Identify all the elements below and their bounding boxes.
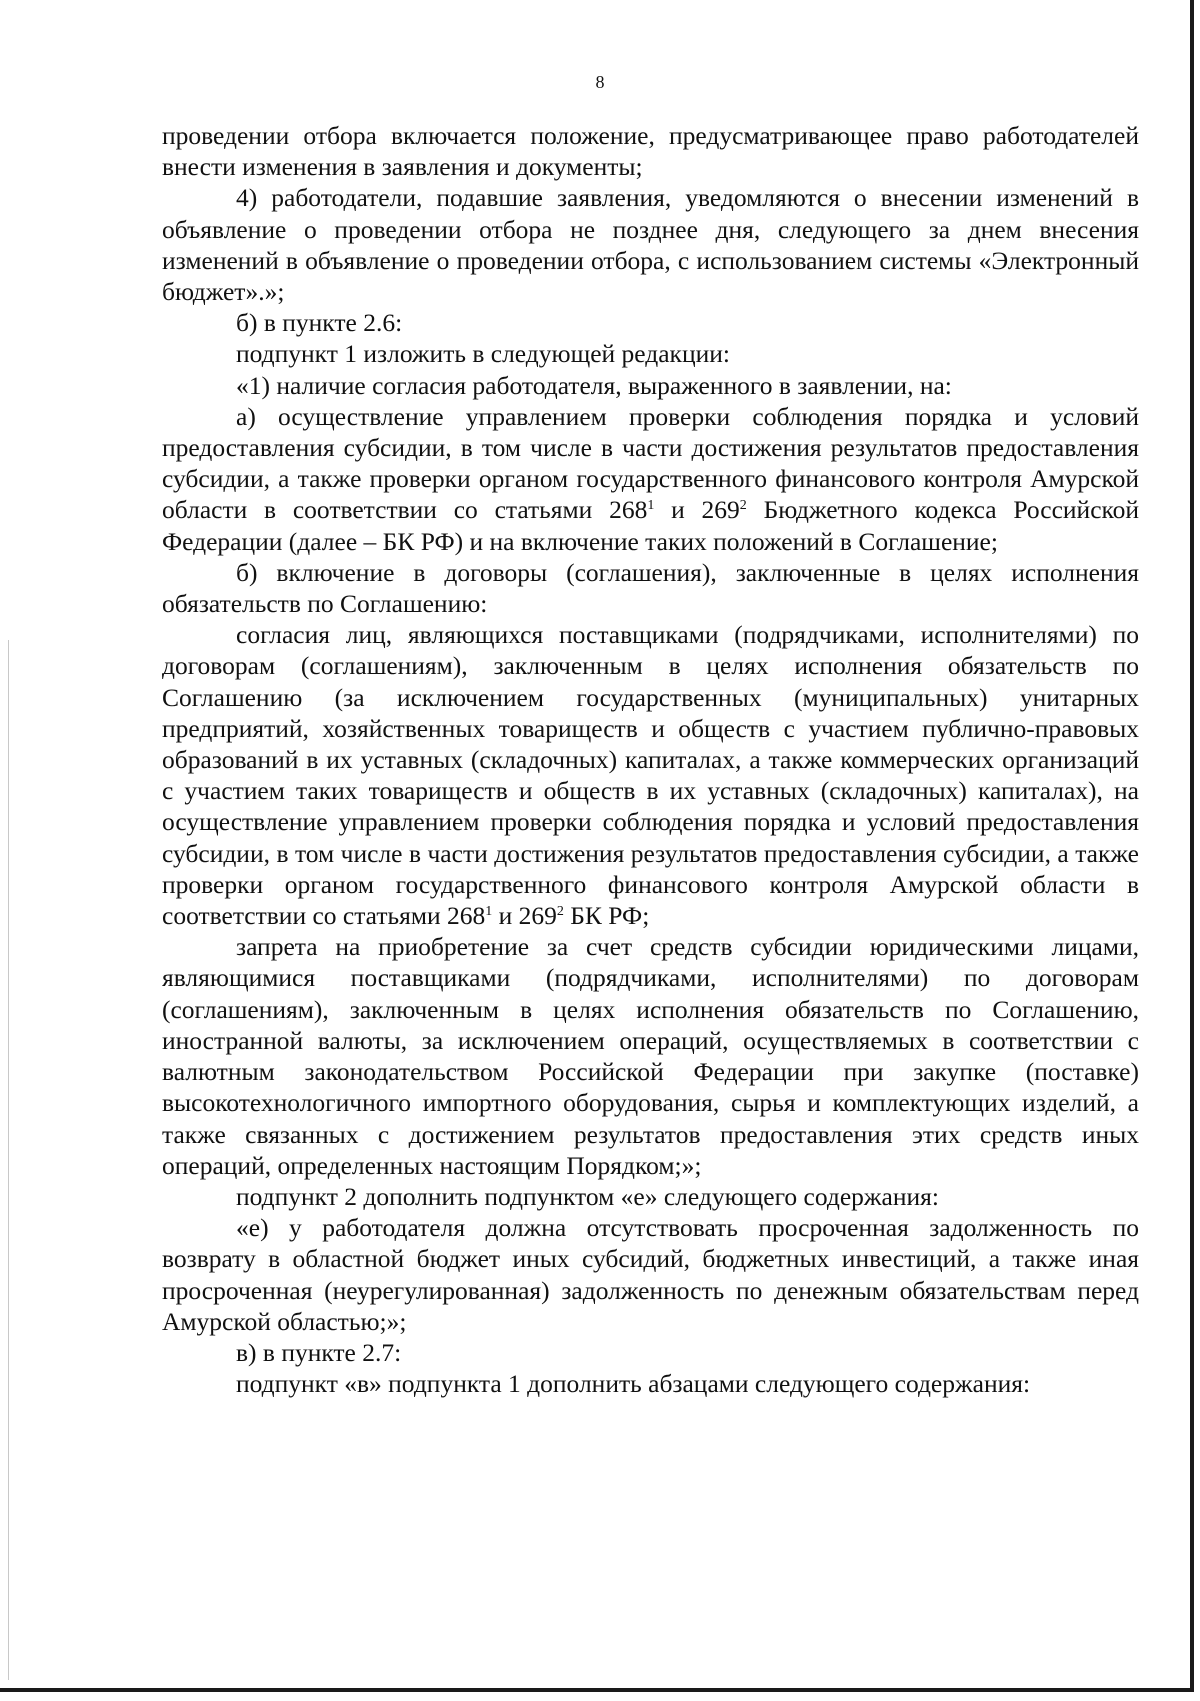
superscript: 1 [647,498,655,514]
text-segment: БК РФ; [563,901,650,931]
document-body [162,120,1139,1399]
scan-margin-left [8,640,9,1680]
paragraph-consent-intro: «1) наличие согласия работодателя, выраженного в заявлении, на: [236,370,952,400]
paragraph-consent-a [162,401,1139,557]
superscript: 1 [485,904,493,920]
scan-border-right [1190,0,1194,1690]
paragraph-subitem-e: «е) у работодателя должна отсутствовать просроченная задолженность по возврату в областной бюджет иных субсидий, бюджетных инвестиций, а также иная просроченная (неурегулированная) задолженность по денежным обязательствам перед Амурской областью;»; [162,1213,1139,1336]
paragraph-subitem-2: подпункт 2 дополнить подпунктом «е» следующего содержания: [236,1181,939,1211]
paragraph-consent-b: б) включение в договоры (соглашения), заключенные в целях исполнения обязательств по Соглашению: [162,557,1139,619]
superscript: 2 [556,904,564,920]
paragraph-subitem-1-heading: подпункт 1 изложить в следующей редакции: [236,339,730,369]
paragraph-item-4: 4) работодатели, подавшие заявления, уведомляются о внесении изменений в объявление о проведении отбора не позднее дня, следующего за днем внесения изменений в объявление о проведении отбора, с использованием системы «Электронный бюджет».»; [162,183,1139,307]
paragraph-subclause-b: б) в пункте 2.6: [236,308,403,338]
scan-border-bottom [0,1688,1194,1692]
paragraph-subitem-v-addition: подпункт «в» подпункта 1 дополнить абзацами следующего содержания: [236,1369,1031,1399]
text-segment: и 269 [492,901,557,931]
page-number: 8 [595,72,605,92]
superscript: 2 [739,498,747,514]
text-segment: согласия лиц, являющихся поставщиками (подрядчиками, исполнителями) по договорам (соглашениям), заключенным в целях исполнения обязательств по Соглашению (за исключением государственных (муниципальных) унитарных предприятий, хозяйственных товариществ и обществ с участием публично-правовых образований в их уставных (складочных) капиталах, а также коммерческих организаций с участием таких товариществ и обществ в их уставных (складочных) капиталах), на осуществление управлением проверки соблюдения порядка и условий предоставления субсидии, в том числе в части достижения результатов предоставления субсидии, а также проверки органом государственного финансового контроля Амурской области в соответствии со статьями 268 [162,620,1139,931]
text-segment: и 269 [654,495,740,525]
text-segment: Бюджетного кодекса Российской Федерации (далее – БК РФ) и на включение таких положений в Соглашение; [162,495,1140,556]
paragraph-suppliers-consent [162,619,1139,931]
paragraph-continuation: проведении отбора включается положение, предусматривающее право работодателей внести изменения в заявления и документы; [162,121,1139,182]
text-segment: а) осуществление управлением проверки соблюдения порядка и условий предоставления субсидии, в том числе в части достижения результатов предоставления субсидии, а также проверки органом государственного финансового контроля Амурской области в соответствии со статьями 268 [162,401,1139,525]
paragraph-currency-ban: запрета на приобретение за счет средств субсидии юридическими лицами, являющимися поставщиками (подрядчиками, исполнителями) по договорам (соглашениям), заключенным в целях исполнения обязательств по Соглашению, иностранной валюты, за исключением операций, осуществляемых в соответствии с валютным законодательством Российской Федерации при закупке (поставке) высокотехнологичного импортного оборудования, сырья и комплектующих изделий, а также связанных с достижением результатов предоставления этих средств иных операций, определенных настоящим Порядком;»; [162,932,1139,1180]
paragraph-subclause-v: в) в пункте 2.7: [236,1337,402,1367]
